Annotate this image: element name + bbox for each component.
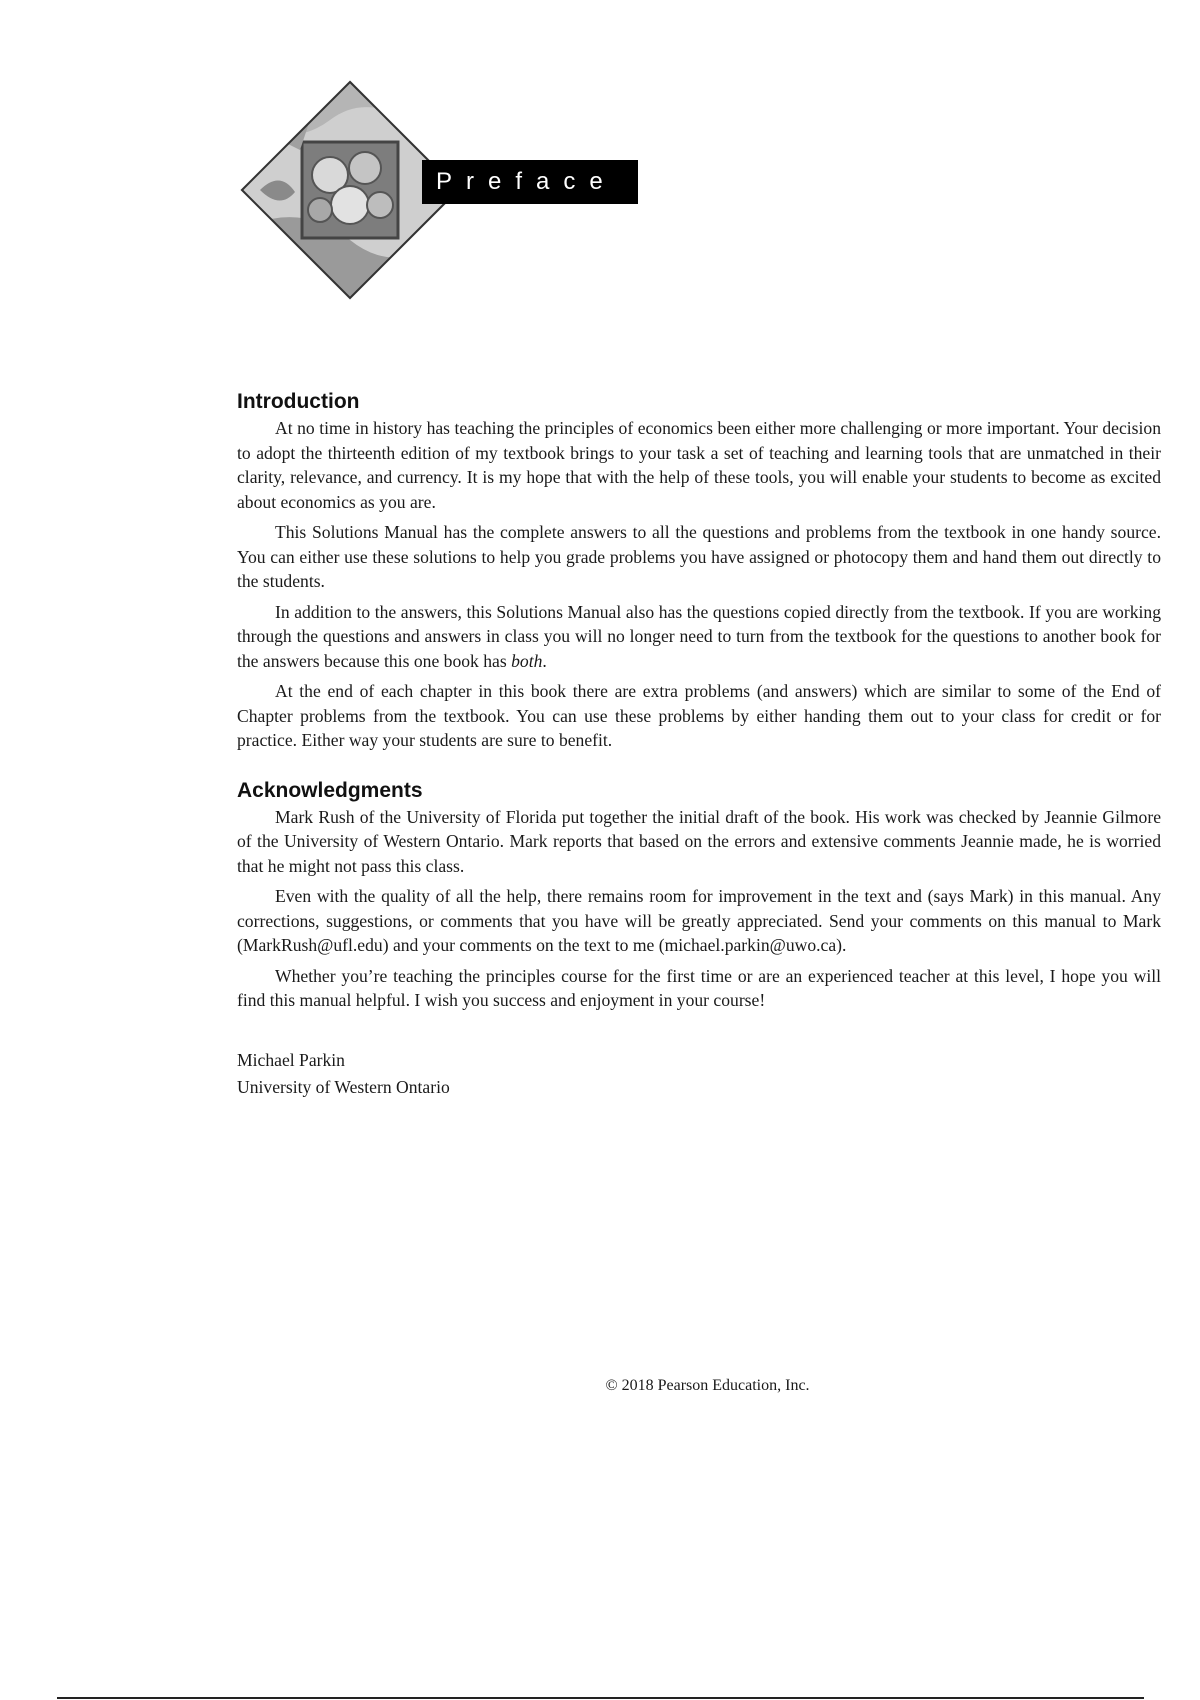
section-spacer — [237, 759, 1161, 779]
signature-name: Michael Parkin — [237, 1049, 345, 1070]
introduction-paragraph-3-tail: . — [542, 650, 547, 671]
introduction-paragraph-3-lead: In addition to the answers, this Solutions Manual also has the questions copied directly from the textbook. If you are working through the questions and answers in class you will no longer need to turn from the textbook for the questions to another book for the answers because this one book has — [237, 601, 1161, 671]
acknowledgments-paragraph-1: Mark Rush of the University of Florida put together the initial draft of the book. His work was checked by Jeannie Gilmore of the University of Western Ontario. Mark reports that based on the errors and extensive comments Jeannie made, he is worried that he might not pass this class. — [237, 806, 1161, 876]
footer-divider — [57, 1697, 1144, 1699]
acknowledgments-paragraph-3: Whether you’re teaching the principles course for the first time or are an experienced teacher at this level, I hope you will find this manual helpful. I wish you success and enjoyment in your course! — [237, 965, 1161, 1010]
signature-block — [237, 1047, 1161, 1101]
document-body — [237, 390, 1161, 1101]
introduction-paragraph-3 — [237, 600, 1161, 674]
introduction-paragraph-4: At the end of each chapter in this book there are extra problems (and answers) which are similar to some of the End of Chapter problems from the textbook. You can use these problems by either handing them out to your class for credit or for practice. Either way your students are sure to benefit. — [237, 681, 1161, 750]
introduction-paragraph-2: This Solutions Manual has the complete answers to all the questions and problems from the textbook in one handy source. You can either use these solutions to help you grade problems you have assigned or photocopy them and hand them out directly to the students. — [237, 522, 1161, 591]
introduction-paragraph-3-emphasis: both — [511, 650, 543, 671]
copyright-notice: © 2018 Pearson Education, Inc. — [605, 1377, 810, 1394]
acknowledgments-heading: Acknowledgments — [237, 778, 423, 802]
acknowledgments-paragraph-2: Even with the quality of all the help, there remains room for improvement in the text and (says Mark) in this manual. Any corrections, suggestions, or comments that you have will be greatly appreciated. Send your comments on this manual to Mark (MarkRush@ufl.edu) and your comments on the text to me (michael.parkin@uwo.ca). — [237, 886, 1161, 955]
introduction-paragraph-1: At no time in history has teaching the principles of economics been either more challenging or more important. Your decision to adopt the thirteenth edition of my textbook brings to your task a set of teaching and learning tools that are unmatched in their clarity, relevance, and currency. It is my hope that with the help of these tools, you will enable your students to become as excited about economics as you are. — [237, 418, 1161, 512]
introduction-heading: Introduction — [237, 390, 360, 413]
signature-affiliation: University of Western Ontario — [237, 1076, 450, 1097]
page-title: Preface — [422, 160, 638, 204]
